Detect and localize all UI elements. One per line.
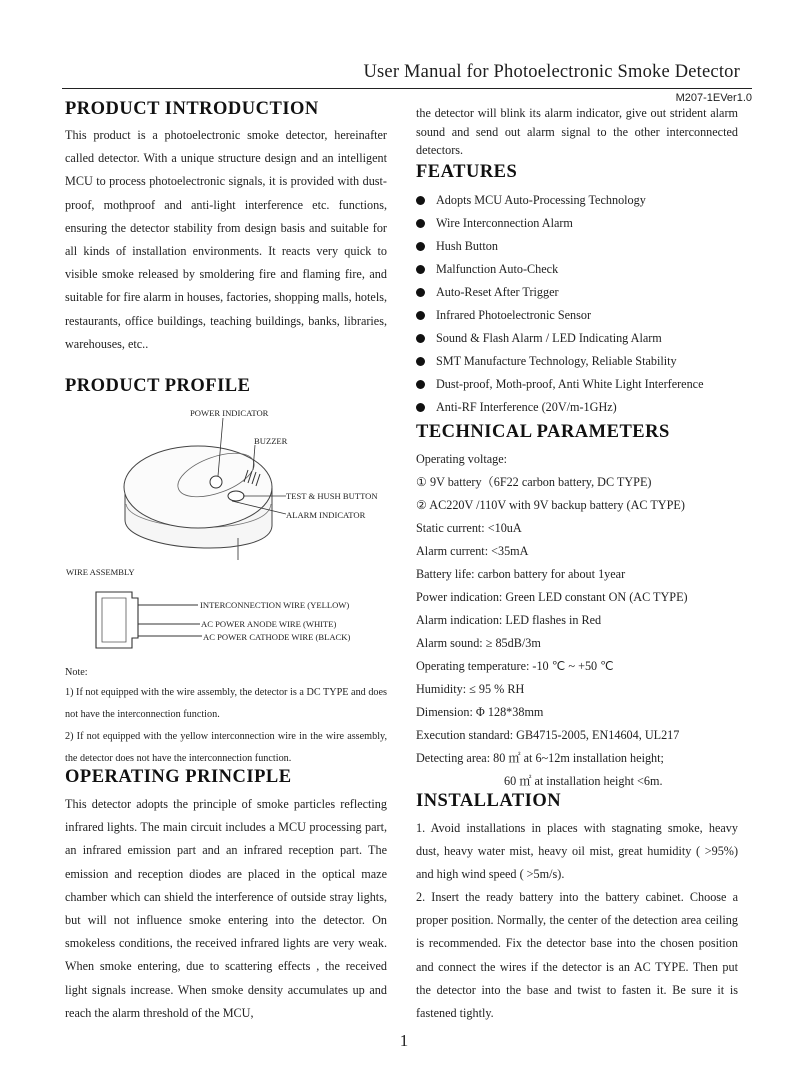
feature-item: Hush Button	[416, 235, 746, 258]
note-1: 1) If not equipped with the wire assembly, the detector is a DC TYPE and does not have the interconnection function.	[65, 687, 387, 720]
tech-param-item: Static current: <10uA	[416, 521, 522, 535]
tech-param-item: Humidity: ≤ 95 % RH	[416, 682, 525, 696]
interconnection-wire-label: INTERCONNECTION WIRE (YELLOW)	[200, 600, 350, 610]
bullet-icon	[416, 357, 425, 366]
bullet-icon	[416, 288, 425, 297]
page-number: 1	[399, 1031, 409, 1050]
bullet-icon	[416, 196, 425, 205]
bullet-icon	[416, 219, 425, 228]
bullet-icon	[416, 265, 425, 274]
bullet-icon	[416, 380, 425, 389]
tech-param-item: ② AC220V /110V with 9V backup battery (AC TYPE)	[416, 498, 685, 512]
power-indicator-led	[210, 476, 222, 488]
detector-top-face	[124, 446, 272, 528]
product-introduction-text: This product is a photoelectronic smoke detector, hereinafter called detector. With a unique structure design and an intelligent MCU to process photoelectronic signals, it is provided with dust-proof, mothproof and anti-light interference etc. functions, ensuring the detector stability from design basis and suitable for all kinds of installation environments. It reacts very quick to visible smoke released by smoldering fire and flaming fire, and suitable for fire alarm in houses, factories, shopping malls, hotels, restaurants, office buildings, teaching buildings, banks, libraries, warehouses, etc..	[65, 128, 387, 351]
power-indicator-label: POWER INDICATOR	[190, 408, 269, 418]
tech-param-item: Alarm sound: ≥ 85dB/3m	[416, 636, 541, 650]
product-profile-heading: PRODUCT PROFILE	[65, 376, 251, 396]
installation-heading: INSTALLATION	[416, 791, 562, 811]
cathode-wire-label: AC POWER CATHODE WIRE (BLACK)	[203, 632, 351, 642]
tech-param-item: Detecting area: 80 ㎡ at 6~12m installation height;	[416, 751, 664, 765]
feature-item: Infrared Photoelectronic Sensor	[416, 304, 746, 327]
anode-wire-label: AC POWER ANODE WIRE (WHITE)	[201, 619, 337, 629]
document-title: User Manual for Photoelectronic Smoke Detector	[363, 62, 740, 82]
bullet-icon	[416, 311, 425, 320]
technical-parameters-heading: TECHNICAL PARAMETERS	[416, 422, 670, 442]
feature-item: Sound & Flash Alarm / LED Indicating Alarm	[416, 327, 746, 350]
document-id: M207-1EVer1.0	[675, 92, 752, 104]
technical-parameters-list	[416, 448, 746, 793]
feature-item: Adopts MCU Auto-Processing Technology	[416, 189, 746, 212]
test-hush-button-shape	[228, 491, 244, 501]
feature-item: Dust-proof, Moth-proof, Anti White Light Interference	[416, 373, 746, 396]
test-hush-label: TEST & HUSH BUTTON	[286, 491, 378, 501]
tech-param-item: Execution standard: GB4715-2005, EN14604, UL217	[416, 728, 680, 742]
product-introduction-heading: PRODUCT INTRODUCTION	[65, 99, 319, 119]
tech-param-item: Operating temperature: -10 ℃ ~ +50 ℃	[416, 659, 614, 673]
operating-principle-continuation: the detector will blink its alarm indicator, give out strident alarm sound and send out alarm signal to the other interconnected detectors.	[416, 106, 738, 157]
installation-step-2: 2. Insert the ready battery into the battery cabinet. Choose a proper position. Normally, the center of the detection area ceiling is recommended. Fix the detector base into the chosen position and connect the wires if the detector is an AC TYPE. Then put the detector into the base and twist to fasten it. Be sure it is fastened tightly.	[416, 890, 738, 1021]
operating-principle-text: This detector adopts the principle of smoke particles reflecting infrared lights. The main circuit includes a MCU processing part, an infrared emission part and an infrared reception part. The emission and reception diodes are placed in the optical maze chamber which can shield the interference of outside stray lights, but will not influence smoke entering into the detector. On smokeless conditions, the received infrared lights are very weak. When smoke entering, due to scattering effects , the received light signals increase. When smoke density accumulates up and reach the alarm threshold of the MCU,	[65, 797, 387, 1020]
feature-item: Malfunction Auto-Check	[416, 258, 746, 281]
bullet-icon	[416, 242, 425, 251]
tech-param-item: Dimension: Φ 128*38mm	[416, 705, 544, 719]
alarm-indicator-label: ALARM INDICATOR	[286, 510, 366, 520]
buzzer-label: BUZZER	[254, 436, 288, 446]
product-profile-diagram	[60, 400, 395, 652]
feature-item: Auto-Reset After Trigger	[416, 281, 746, 304]
feature-item: SMT Manufacture Technology, Reliable Stability	[416, 350, 746, 373]
tech-param-item: ① 9V battery（6F22 carbon battery, DC TYPE)	[416, 475, 652, 489]
feature-item: Wire Interconnection Alarm	[416, 212, 746, 235]
bullet-icon	[416, 334, 425, 343]
tech-param-item: Battery life: carbon battery for about 1year	[416, 567, 626, 581]
note-title: Note:	[65, 667, 88, 678]
note-2: 2) If not equipped with the yellow interconnection wire in the wire assembly, the detector does not have the interconnection function.	[65, 731, 387, 764]
bullet-icon	[416, 403, 425, 412]
tech-param-item: Operating voltage:	[416, 452, 508, 466]
tech-param-item: 60 ㎡ at installation height <6m.	[504, 774, 663, 788]
installation-step-1: 1. Avoid installations in places with stagnating smoke, heavy dust, heavy water mist, heavy oil mist, great humidity ( >95%) and high wind speed ( >5m/s).	[416, 821, 738, 882]
features-heading: FEATURES	[416, 162, 518, 182]
tech-param-item: Alarm indication: LED flashes in Red	[416, 613, 602, 627]
tech-param-item: Power indication: Green LED constant ON (AC TYPE)	[416, 590, 688, 604]
features-list	[416, 189, 746, 419]
header-rule	[62, 88, 752, 89]
wire-assembly-label: WIRE ASSEMBLY	[66, 567, 135, 577]
operating-principle-heading: OPERATING PRINCIPLE	[65, 767, 292, 787]
feature-item: Anti-RF Interference (20V/m-1GHz)	[416, 396, 746, 419]
tech-param-item: Alarm current: <35mA	[416, 544, 529, 558]
